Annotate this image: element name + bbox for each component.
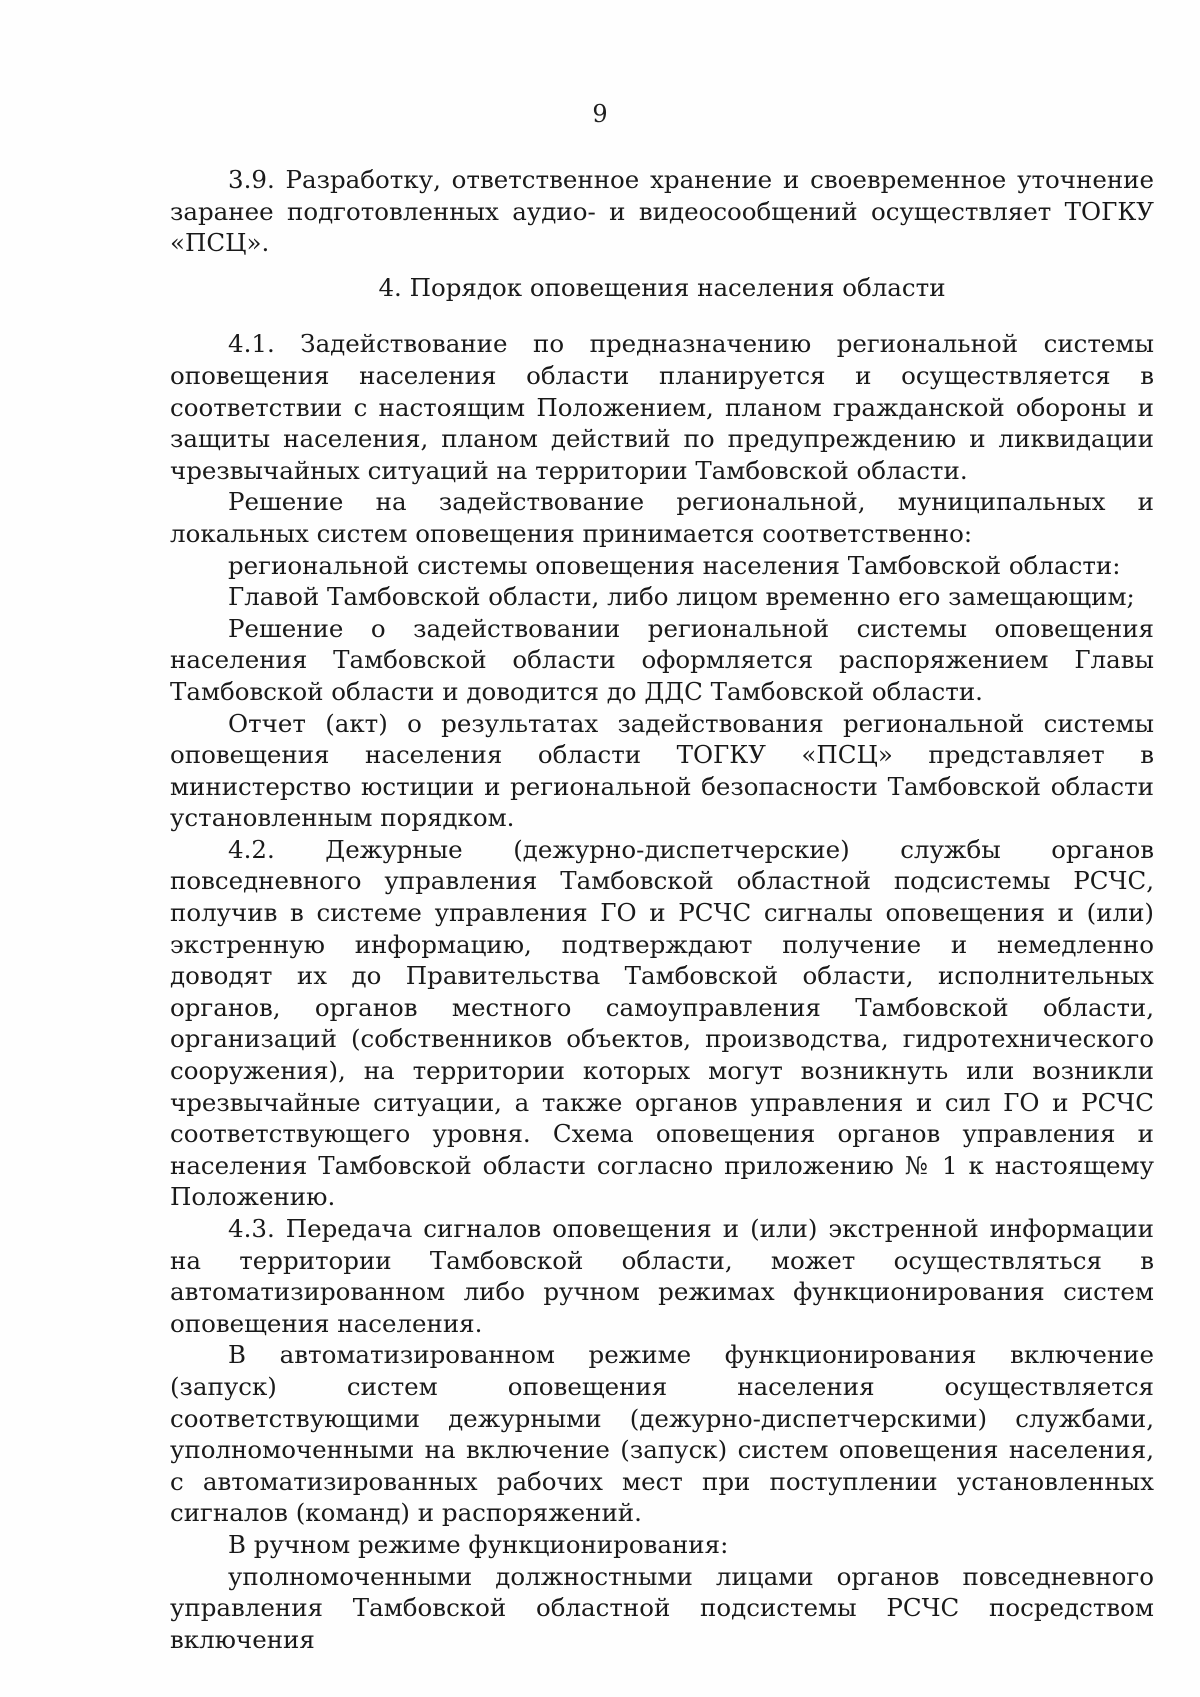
paragraph-decision: Решение на задействование региональной, муниципальных и локальных систем оповещения принимается соответственно: [170,487,1154,548]
paragraph-decision-order: Решение о задействовании региональной системы оповещения населения Тамбовской области оформляется распоряжением Главы Тамбовской области и доводится до ДДС Тамбовской области. [170,613,1154,706]
paragraph-automated-mode: В автоматизированном режиме функционирования включение (запуск) систем оповещения населения осуществляется соответствующими дежурными (дежурно-диспетчерскими) службами, уполномоченными на включение (запуск) систем оповещения населения, с автоматизированных рабочих мест при поступлении установленных сигналов (команд) и распоряжений. [170,1340,1154,1528]
paragraph-authorized-officials: уполномоченными должностными лицами органов повседневного управления Тамбовской областной подсистемы РСЧС посредством включения [170,1561,1154,1654]
document-body [170,164,1154,1655]
paragraph-3-9: 3.9. Разработку, ответственное хранение и своевременное уточнение заранее подготовленных аудио- и видеосообщений осуществляет ТОГКУ «ПСЦ». [170,165,1154,258]
paragraph-4-3: 4.3. Передача сигналов оповещения и (или) экстренной информации на территории Тамбовской области, может осуществляться в автоматизированном либо ручном режимах функционирования систем оповещения населения. [170,1214,1154,1338]
paragraph-regional-system: региональной системы оповещения населения Тамбовской области: [228,550,1121,580]
section-heading: 4. Порядок оповещения населения области [378,272,946,302]
paragraph-manual-mode: В ручном режиме функционирования: [228,1529,729,1559]
page-number: 9 [592,100,608,128]
paragraph-governor: Главой Тамбовской области, либо лицом временно его замещающим; [228,582,1135,612]
paragraph-report: Отчет (акт) о результатах задействования региональной системы оповещения населения области ТОГКУ «ПСЦ» представляет в министерство юстиции и региональной безопасности Тамбовской области установленным порядком. [170,708,1154,833]
paragraph-4-1: 4.1. Задействование по предназначению региональной системы оповещения населения области планируется и осуществляется в соответствии с настоящим Положением, планом гражданской обороны и защиты населения, планом действий по предупреждению и ликвидации чрезвычайных ситуаций на территории Тамбовской области. [170,329,1154,485]
paragraph-4-2: 4.2. Дежурные (дежурно-диспетчерские) службы органов повседневного управления Тамбовской областной подсистемы РСЧС, получив в системе управления ГО и РСЧС сигналы оповещения и (или) экстренную информацию, подтверждают получение и немедленно доводят их до Правительства Тамбовской области, исполнительных органов, органов местного самоуправления Тамбовской области, организаций (собственников объектов, производства, гидротехнического сооружения), на территории которых могут возникнуть или возникли чрезвычайные ситуации, а также органов управления и сил ГО и РСЧС соответствующего уровня. Схема оповещения органов управления и населения Тамбовской области согласно приложению № 1 к настоящему Положению. [170,834,1154,1212]
